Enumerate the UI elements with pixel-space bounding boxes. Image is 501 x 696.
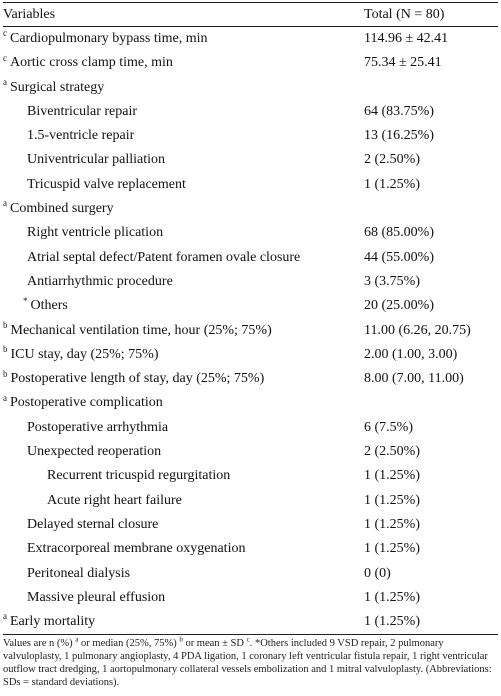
- row-label: Peritoneal dialysis: [27, 565, 131, 581]
- row-label-cell: [3, 586, 360, 610]
- footnote-text-1: Values are n (%): [3, 638, 76, 650]
- table-row: [3, 513, 498, 537]
- row-footnote-marker: b: [3, 344, 8, 355]
- table-row: [3, 319, 498, 343]
- row-label-cell: [3, 221, 360, 245]
- header-row: [3, 3, 498, 27]
- results-table-container: [3, 0, 498, 635]
- row-value: 64 (83.75%): [364, 103, 434, 119]
- footnote-marker-b: b: [179, 635, 183, 644]
- footnote-marker-a: a: [75, 635, 79, 644]
- row-label: ICU stay, day (25%; 75%): [10, 346, 159, 362]
- row-footnote-marker: b: [3, 319, 8, 330]
- row-value: 1 (1.25%): [364, 589, 420, 605]
- row-label: Postoperative length of stay, day (25%; 75%): [10, 371, 265, 387]
- table-row: [3, 489, 498, 513]
- row-label-cell: [3, 367, 360, 391]
- row-footnote-marker: a: [3, 392, 7, 403]
- row-label-cell: [3, 464, 360, 488]
- row-label: Postoperative complication: [10, 395, 163, 411]
- table-row: [3, 100, 498, 124]
- row-label: Atrial septal defect/Patent foramen ovale closure: [27, 249, 301, 265]
- row-value: 1 (1.25%): [364, 492, 420, 508]
- table-row: [3, 148, 498, 172]
- row-label: Cardiopulmonary bypass time, min: [10, 31, 208, 46]
- row-label: Massive pleural effusion: [27, 589, 166, 605]
- results-table: [3, 2, 498, 635]
- table-row: [3, 197, 498, 221]
- table-row: [3, 76, 498, 100]
- footnote-text-4: . *Others included 9 VSD repair, 2 pulmonary valvuloplasty, 1 pulmonary angioplasty, 4 PDA ligation, 1 coronary left ventricular fistula repair, 1 right ventricular outflow tract dredging, 1 aortopulmonary collateral vessels embolization and 1 mitral valvuloplasty. (Abbreviations: SDs = standard deviations).: [3, 638, 492, 689]
- row-label-cell: [3, 489, 360, 513]
- table-row: [3, 537, 498, 561]
- row-label: Tricuspid valve replacement: [27, 176, 186, 192]
- row-value: 114.96 ± 42.41: [364, 31, 449, 46]
- row-label: Univentricular palliation: [27, 152, 166, 168]
- row-value: 1 (1.25%): [364, 541, 420, 557]
- table-row: [3, 562, 498, 586]
- row-value: 1 (1.25%): [364, 176, 420, 192]
- row-label: Surgical strategy: [10, 79, 105, 95]
- row-label-cell: [3, 537, 360, 561]
- row-label: Mechanical ventilation time, hour (25%; 75%): [10, 322, 272, 338]
- row-label: Antiarrhythmic procedure: [27, 273, 173, 289]
- row-value: [360, 76, 498, 100]
- row-value: 1 (1.25%): [364, 468, 420, 484]
- row-value: 6 (7.5%): [364, 419, 413, 435]
- row-label-cell: [3, 440, 360, 464]
- row-label: Right ventricle plication: [27, 225, 164, 241]
- table-row: [3, 391, 498, 415]
- row-value: 13 (16.25%): [364, 128, 434, 144]
- row-value: 3 (3.75%): [364, 273, 420, 289]
- row-value: 44 (55.00%): [364, 249, 434, 265]
- footnote-text-3: or mean ± SD: [182, 638, 247, 650]
- table-row: [3, 27, 498, 52]
- table-row: [3, 416, 498, 440]
- row-label-cell: [3, 27, 360, 52]
- row-label: Extracorporeal membrane oxygenation: [27, 541, 246, 557]
- table-row: [3, 294, 498, 318]
- table-row: [3, 464, 498, 488]
- row-label-cell: [3, 513, 360, 537]
- row-label: Postoperative arrhythmia: [27, 419, 169, 435]
- row-value: [360, 197, 498, 221]
- table-row: [3, 124, 498, 148]
- table-row: [3, 270, 498, 294]
- row-label-cell: [3, 319, 360, 343]
- row-value: 1 (1.25%): [364, 516, 420, 532]
- footnote-marker-c: c: [246, 635, 250, 644]
- row-value: [360, 391, 498, 415]
- row-label-cell: [3, 610, 360, 635]
- row-label: 1.5-ventricle repair: [27, 128, 135, 144]
- row-label: Early mortality: [10, 614, 96, 630]
- table-row: [3, 343, 498, 367]
- table-row: [3, 440, 498, 464]
- footnote-text-2: or median (25%, 75%): [78, 638, 180, 650]
- table-header: [3, 3, 498, 27]
- table-row: [3, 610, 498, 635]
- row-footnote-marker: c: [3, 28, 7, 39]
- row-label: Delayed sternal closure: [27, 516, 159, 532]
- header-variables: Variables: [3, 3, 360, 27]
- header-total: Total (N = 80): [360, 3, 498, 27]
- table-row: [3, 173, 498, 197]
- row-value: 2.00 (1.00, 3.00): [364, 346, 458, 362]
- row-label-cell: [3, 76, 360, 100]
- row-value: 0 (0): [364, 565, 391, 581]
- row-footnote-marker: a: [3, 611, 7, 622]
- row-value: 68 (85.00%): [364, 225, 434, 241]
- row-label: Unexpected reoperation: [27, 444, 162, 460]
- row-footnote-marker: b: [3, 368, 8, 379]
- row-label-cell: [3, 148, 360, 172]
- row-label: Recurrent tricuspid regurgitation: [47, 468, 231, 484]
- row-value: 11.00 (6.26, 20.75): [364, 322, 471, 338]
- row-label-cell: [3, 391, 360, 415]
- row-value: 75.34 ± 25.41: [364, 55, 442, 71]
- row-label: Others: [30, 298, 68, 314]
- table-row: [3, 221, 498, 245]
- row-label-cell: [3, 343, 360, 367]
- row-label-cell: [3, 173, 360, 197]
- row-label-cell: [3, 562, 360, 586]
- row-label: Combined surgery: [10, 201, 114, 217]
- row-label: Aortic cross clamp time, min: [10, 55, 173, 71]
- row-footnote-marker: a: [3, 76, 7, 87]
- row-label-cell: [3, 416, 360, 440]
- row-value: 2 (2.50%): [364, 152, 420, 168]
- row-label-cell: [3, 246, 360, 270]
- row-value: 20 (25.00%): [364, 298, 434, 314]
- row-footnote-marker: *: [23, 295, 28, 306]
- row-value: 2 (2.50%): [364, 444, 420, 460]
- row-value: 8.00 (7.00, 11.00): [364, 371, 464, 387]
- row-label: Biventricular repair: [27, 103, 138, 119]
- row-footnote-marker: c: [3, 52, 7, 63]
- table-row: [3, 51, 498, 75]
- row-label-cell: [3, 197, 360, 221]
- table-row: [3, 586, 498, 610]
- row-label-cell: [3, 100, 360, 124]
- row-label-cell: [3, 270, 360, 294]
- row-label-cell: [3, 51, 360, 75]
- row-value: 1 (1.25%): [360, 610, 498, 635]
- row-label-cell: [3, 294, 360, 318]
- row-footnote-marker: a: [3, 198, 7, 209]
- table-row: [3, 246, 498, 270]
- row-label-cell: [3, 124, 360, 148]
- row-label: Acute right heart failure: [47, 492, 182, 508]
- table-footnote: [3, 635, 498, 689]
- table-row: [3, 367, 498, 391]
- table-body: [3, 27, 498, 635]
